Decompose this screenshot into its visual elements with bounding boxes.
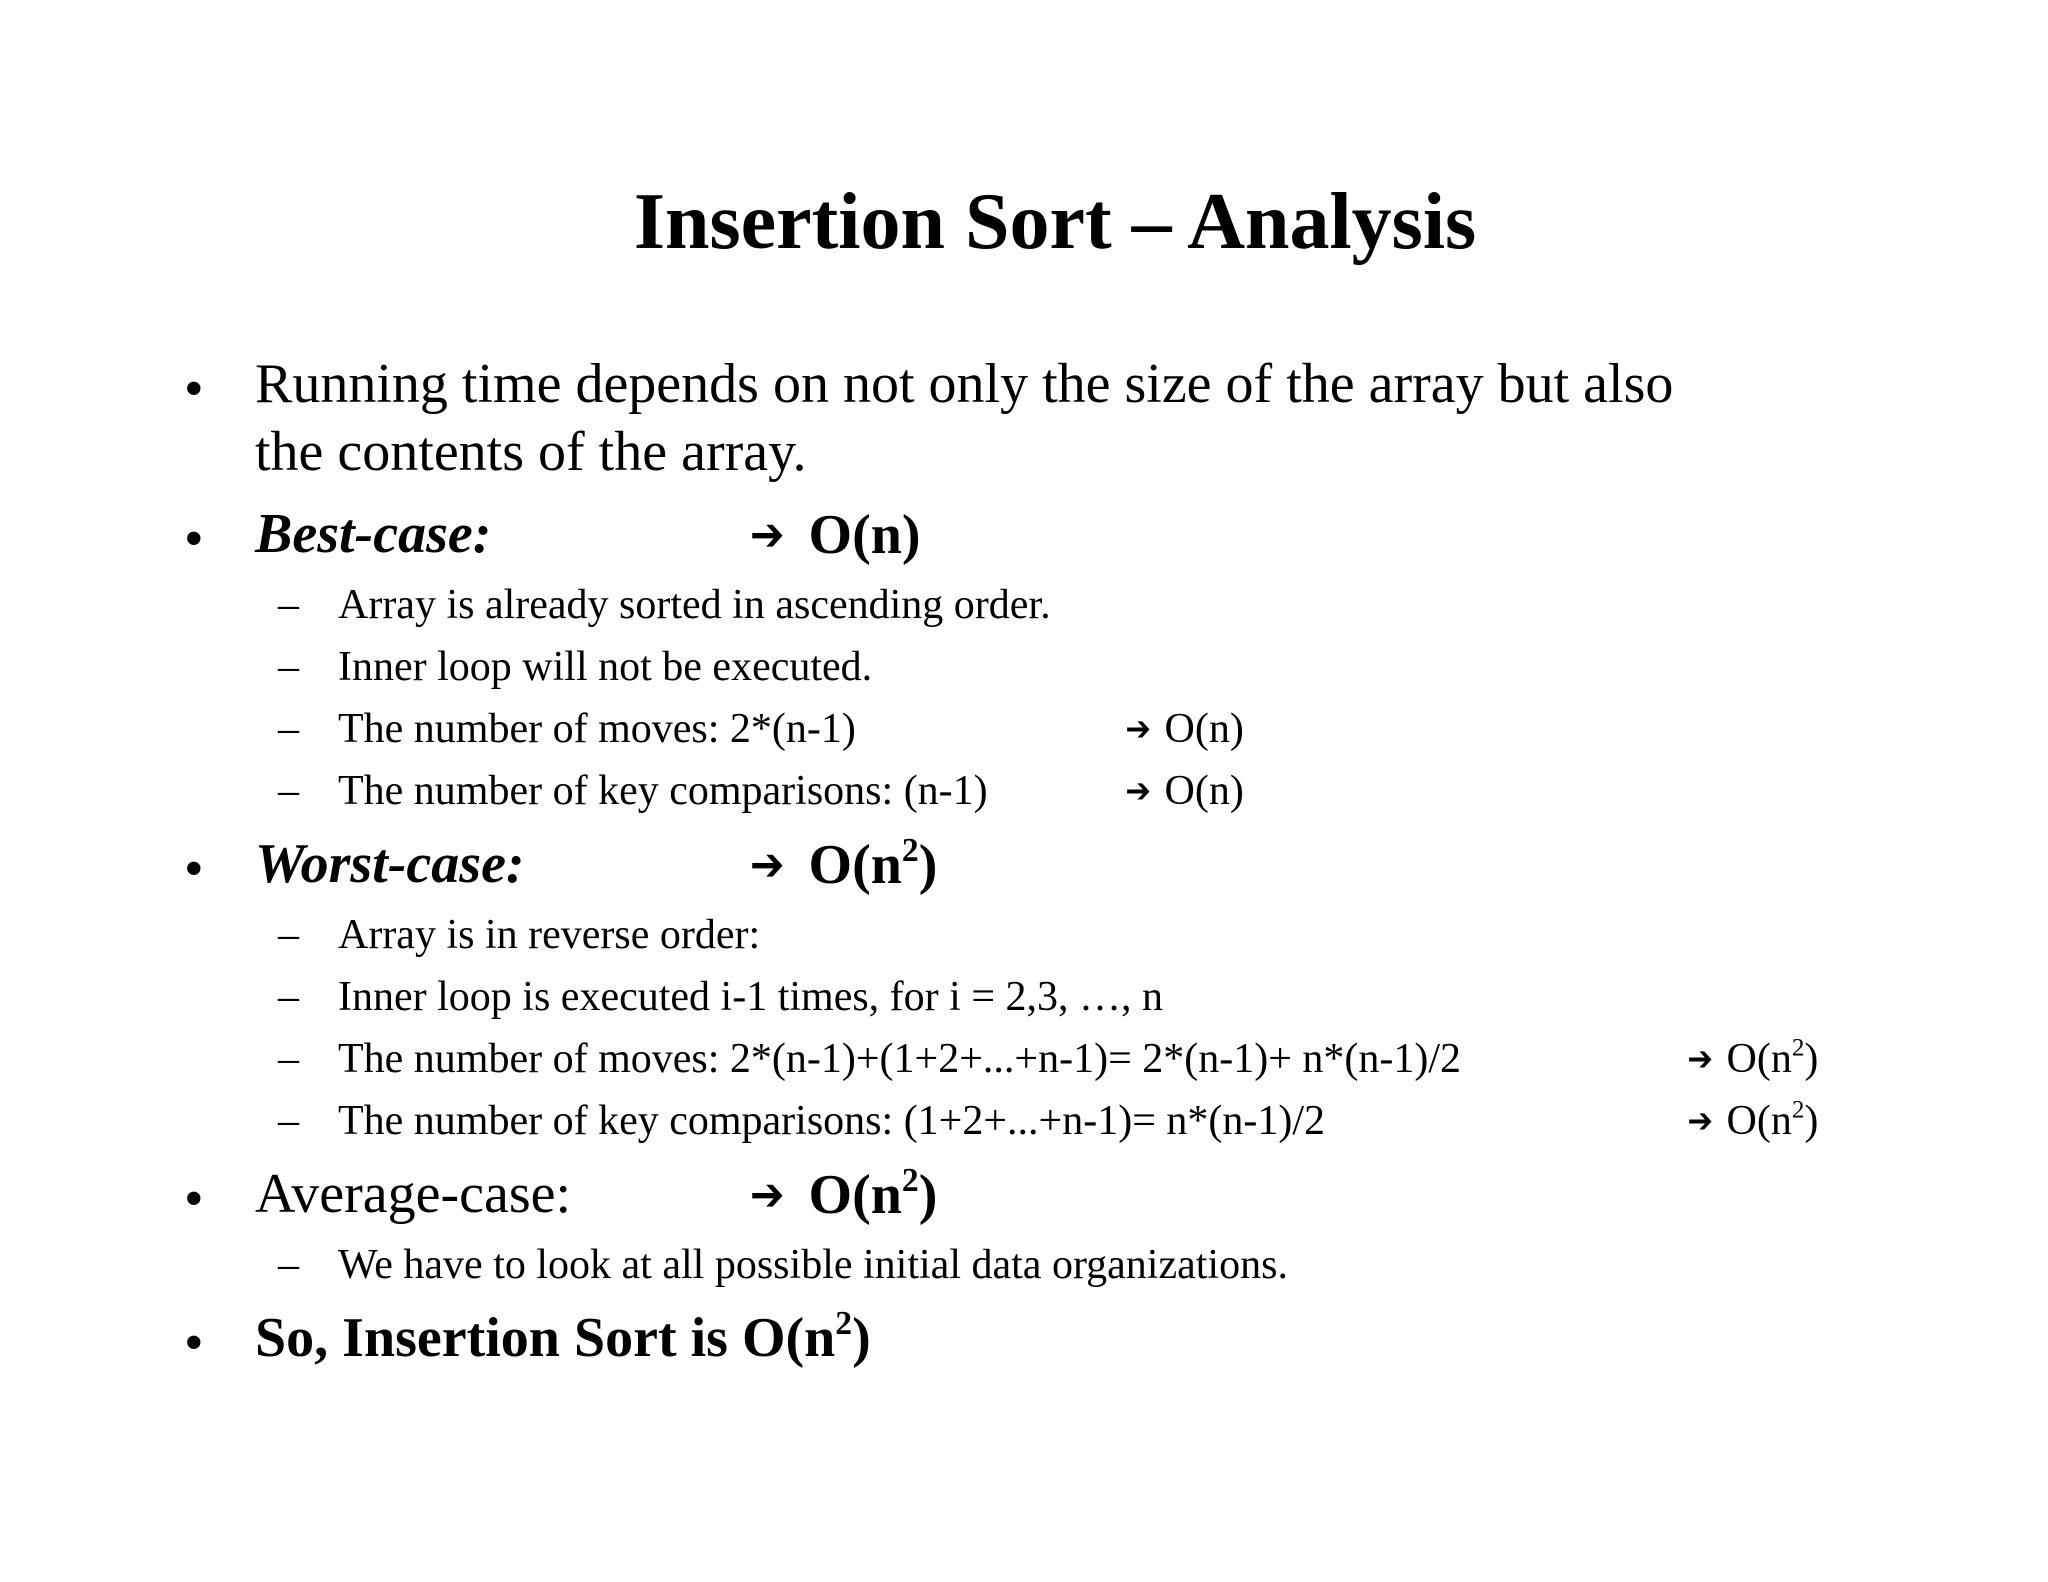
average-case-label: Average-case: (255, 1163, 572, 1225)
slide-title: Insertion Sort – Analysis (633, 178, 1477, 266)
best-item-4-result: ➔ O(n) (1125, 768, 1244, 814)
arrow-right-icon: ➔ (1687, 1039, 1714, 1079)
dash-icon: – (278, 706, 299, 752)
bullet-icon: • (184, 358, 204, 420)
worst-item-1: Array is in reverse order: (338, 912, 761, 958)
arrow-right-icon: ➔ (749, 507, 785, 561)
dash-icon: – (278, 582, 299, 628)
arrow-right-icon: ➔ (1125, 771, 1152, 811)
arrow-right-icon: ➔ (749, 837, 785, 891)
conclusion: So, Insertion Sort is $O(n^2)$ (255, 1305, 871, 1369)
best-item-1: Array is already sorted in ascending order. (338, 582, 1051, 628)
worst-item-4-result: ➔ $O(n^2)$ (1687, 1096, 1819, 1144)
bullet-icon: • (184, 1312, 204, 1374)
arrow-right-icon: ➔ (1687, 1101, 1714, 1141)
average-item-1: We have to look at all possible initial data organizations. (338, 1242, 1288, 1288)
average-case-result: ➔ $O(n^2)$ (748, 1160, 937, 1229)
worst-item-3: The number of moves: 2*(n-1)+(1+2+...+n-1)= 2*(n-1)+ n*(n-1)/2 (338, 1036, 1462, 1082)
dash-icon: – (278, 1242, 299, 1288)
best-item-3: The number of moves: 2*(n-1) (338, 706, 856, 752)
best-item-2: Inner loop will not be executed. (338, 644, 873, 690)
bullet-icon: • (184, 508, 204, 570)
best-case-label: Best-case: (255, 503, 492, 565)
intro-line-2: the contents of the array. (255, 421, 807, 483)
dash-icon: – (278, 644, 299, 690)
dash-icon: – (278, 768, 299, 814)
bullet-icon: • (184, 838, 204, 900)
worst-item-4: The number of key comparisons: (1+2+...+n-1)= n*(n-1)/2 (338, 1098, 1326, 1144)
arrow-right-icon: ➔ (749, 1167, 785, 1221)
worst-item-2: Inner loop is executed i-1 times, for i = 2,3, …, n (338, 974, 1164, 1020)
dash-icon: – (278, 1036, 299, 1082)
worst-case-result: ➔ $O(n^2)$ (748, 830, 937, 899)
dash-icon: – (278, 974, 299, 1020)
best-case-complexity: O(n) (808, 504, 921, 566)
best-item-4: The number of key comparisons: (n-1) (338, 768, 988, 814)
worst-item-3-result: ➔ $O(n^2)$ (1687, 1034, 1819, 1082)
worst-case-label: Worst-case: (255, 833, 525, 895)
arrow-right-icon: ➔ (1125, 709, 1152, 749)
intro-line-1: Running time depends on not only the size of the array but also (255, 353, 1674, 415)
dash-icon: – (278, 912, 299, 958)
best-case-result (748, 500, 921, 569)
dash-icon: – (278, 1098, 299, 1144)
best-item-3-result: ➔ O(n) (1125, 706, 1244, 752)
bullet-icon: • (184, 1168, 204, 1230)
